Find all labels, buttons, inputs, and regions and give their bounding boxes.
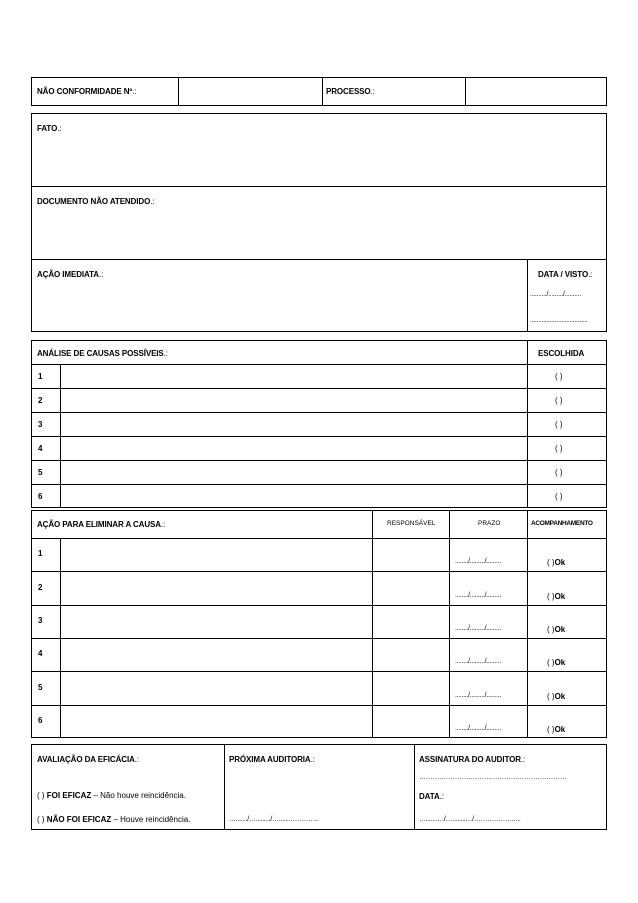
analise-row-line	[31, 484, 607, 485]
analise-row-line	[31, 412, 607, 413]
assinatura-data-label: DATA.:	[419, 792, 444, 801]
analise-row-line	[31, 460, 607, 461]
analise-choice-checkbox[interactable]: ( )	[555, 420, 563, 429]
acompanhamento-header: ACOMPANHAMENTO	[531, 520, 593, 527]
analise-row-number: 1	[38, 372, 43, 381]
assinatura-auditor-label: ASSINATURA DO AUDITOR.:	[419, 755, 526, 764]
nao-foi-eficaz-option[interactable]: ( ) NÃO FOI EFICAZ – Houve reincidência.	[37, 815, 191, 824]
acao-causa-label: AÇÃO PARA ELIMINAR A CAUSA.:	[37, 520, 166, 529]
acao-row-line	[31, 638, 607, 639]
documento-field[interactable]	[33, 208, 605, 257]
analise-row-line	[31, 388, 607, 389]
header-divider-3	[465, 77, 466, 106]
analise-choice-checkbox[interactable]: ( )	[555, 396, 563, 405]
acao-prazo-col-divider	[449, 510, 450, 738]
acompanhamento-ok-checkbox[interactable]: ( )Ok	[547, 658, 566, 667]
acao-row-number: 2	[38, 583, 43, 592]
acao-row-line	[31, 605, 607, 606]
prazo-date-blank[interactable]: ......../........./.........	[455, 692, 502, 699]
foi-eficaz-option[interactable]: ( ) FOI EFICAZ – Não houve reincidência.	[37, 791, 186, 800]
acao-imediata-label: AÇÃO IMEDIATA.:	[37, 270, 104, 279]
assinatura-date-blank[interactable]: ….......…/…........…/…………….…...	[419, 816, 521, 823]
acao-row-number: 6	[38, 716, 43, 725]
header-divider-1	[178, 77, 179, 106]
nc-number-field[interactable]	[180, 79, 320, 104]
acao-row-line	[31, 571, 607, 572]
prazo-header: PRAZO	[478, 520, 501, 527]
analise-choice-checkbox[interactable]: ( )	[555, 444, 563, 453]
acompanhamento-ok-checkbox[interactable]: ( )Ok	[547, 592, 566, 601]
data-visto-sign-blank[interactable]: ...................................	[530, 317, 588, 324]
assinatura-auditor-blank[interactable]: …………………………………………………………	[419, 774, 567, 781]
analise-choice-checkbox[interactable]: ( )	[555, 372, 563, 381]
acao-causa-table	[31, 510, 607, 738]
analise-row-number: 4	[38, 444, 43, 453]
data-visto-date-blank[interactable]: ........../........./..........	[530, 291, 581, 298]
fato-divider	[31, 186, 607, 187]
prazo-date-blank[interactable]: ......../........./.........	[455, 625, 502, 632]
acao-row-line	[31, 705, 607, 706]
acompanhamento-ok-checkbox[interactable]: ( )Ok	[547, 692, 566, 701]
prazo-date-blank[interactable]: ......../........./.........	[455, 725, 502, 732]
prazo-date-blank[interactable]: ......../........./.........	[455, 558, 502, 565]
acao-resp-col-divider	[372, 510, 373, 738]
data-visto-divider	[527, 259, 528, 332]
documento-divider	[31, 259, 607, 260]
process-label: PROCESSO.:	[326, 87, 375, 96]
acompanhamento-ok-checkbox[interactable]: ( )Ok	[547, 625, 566, 634]
avaliacao-divider-2	[414, 744, 415, 830]
responsavel-header: RESPONSÁVEL	[387, 520, 436, 527]
acao-row-line	[31, 538, 607, 539]
analise-row-number: 3	[38, 420, 43, 429]
analise-row-number: 6	[38, 492, 43, 501]
data-visto-label: DATA / VISTO.:	[538, 270, 593, 279]
fato-label: FATO.:	[37, 124, 62, 133]
analise-choice-checkbox[interactable]: ( )	[555, 492, 563, 501]
analise-choice-col-divider	[527, 340, 528, 508]
header-divider-2	[322, 77, 323, 106]
process-field[interactable]	[467, 79, 605, 104]
avaliacao-divider-1	[224, 744, 225, 830]
analise-row-number: 2	[38, 396, 43, 405]
acao-row-number: 1	[38, 549, 43, 558]
acao-acomp-col-divider	[527, 510, 528, 738]
proxima-auditoria-date-blank[interactable]: …......./…........./….......………….	[229, 816, 319, 823]
analise-row-number: 5	[38, 468, 43, 477]
eficacia-label: AVALIAÇÃO DA EFICÁCIA.:	[37, 755, 139, 764]
prazo-date-blank[interactable]: ......../........./.........	[455, 658, 502, 665]
acao-imediata-field[interactable]	[33, 281, 525, 330]
acompanhamento-ok-checkbox[interactable]: ( )Ok	[547, 558, 566, 567]
nc-number-label: NÃO CONFORMIDADE Nº.:	[37, 87, 137, 96]
prazo-date-blank[interactable]: ......../........./.........	[455, 592, 502, 599]
analise-causas-table	[31, 340, 607, 508]
analise-row-line	[31, 364, 607, 365]
acao-row-number: 5	[38, 683, 43, 692]
acao-row-line	[31, 671, 607, 672]
proxima-auditoria-label: PRÓXIMA AUDITORIA.:	[229, 755, 315, 764]
acompanhamento-ok-checkbox[interactable]: ( )Ok	[547, 725, 566, 734]
documento-label: DOCUMENTO NÃO ATENDIDO.:	[37, 197, 155, 206]
fato-field[interactable]	[33, 135, 605, 184]
acao-row-number: 4	[38, 649, 43, 658]
analise-choice-checkbox[interactable]: ( )	[555, 468, 563, 477]
analise-row-line	[31, 436, 607, 437]
acao-row-number: 3	[38, 616, 43, 625]
escolhida-header: ESCOLHIDA	[538, 349, 585, 358]
analise-label: ANÁLISE DE CAUSAS POSSÍVEIS.:	[37, 349, 168, 358]
